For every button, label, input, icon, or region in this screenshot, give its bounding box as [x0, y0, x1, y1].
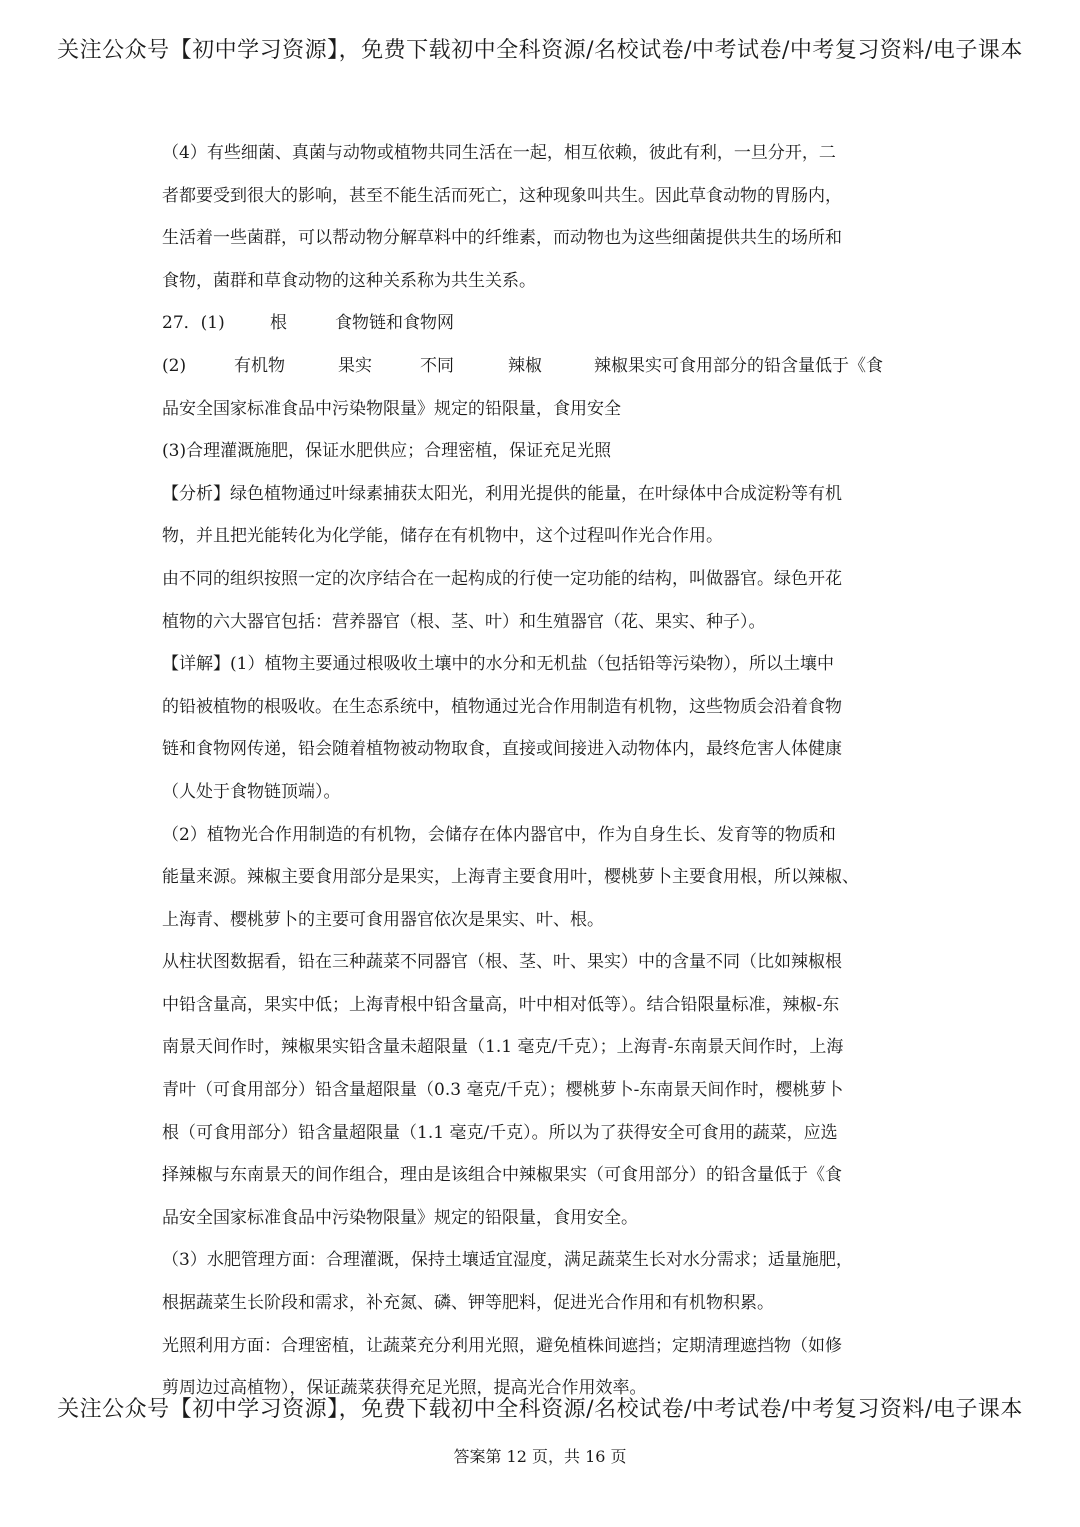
- explanation-heading-line: 【详解】(1）植物主要通过根吸收土壤中的水分和无机盐（包括铅等污染物），所以土壤中: [162, 654, 834, 675]
- answer-blank: 辣椒果实可食用部分的铅含量低于《食: [594, 355, 883, 376]
- answer-blank: 食物链和食物网: [335, 313, 454, 334]
- text-line: 从柱状图数据看，铅在三种蔬菜不同器官（根、茎、叶、果实）中的含量不同（比如辣椒根: [162, 952, 842, 973]
- text-line: 植物的六大器官包括：营养器官（根、茎、叶）和生殖器官（花、果实、种子）。: [162, 611, 766, 632]
- question-27-part-2-answers: [162, 351, 932, 394]
- top-promo-banner: 关注公众号【初中学习资源】，免费下载初中全科资源/名校试卷/中考试卷/中考复习资料/电子课本: [57, 38, 1023, 63]
- answer-blank: 果实: [338, 355, 372, 376]
- question-part-number: (2): [162, 355, 187, 376]
- bottom-promo-banner: 关注公众号【初中学习资源】，免费下载初中全科资源/名校试卷/中考试卷/中考复习资料/电子课本: [57, 1397, 1023, 1422]
- text-line: （2）植物光合作用制造的有机物，会储存在体内器官中，作为自身生长、发育等的物质和: [162, 824, 836, 845]
- text-line: 根据蔬菜生长阶段和需求，补充氮、磷、钾等肥料，促进光合作用和有机物积累。: [162, 1293, 774, 1314]
- text-line: （4）有些细菌、真菌与动物或植物共同生活在一起，相互依赖，彼此有利，一旦分开，二: [162, 143, 836, 163]
- text-line: 光照利用方面：合理密植，让蔬菜充分利用光照，避免植株间遮挡；定期清理遮挡物（如修: [162, 1335, 842, 1356]
- text-line: (3)合理灌溉施肥，保证水肥供应；合理密植，保证充足光照: [162, 441, 612, 462]
- question-number: 27．(1): [162, 313, 225, 334]
- text-line: 上海青、樱桃萝卜的主要可食用器官依次是果实、叶、根。: [162, 909, 604, 930]
- text-line: （人处于食物链顶端）。: [162, 781, 341, 802]
- text-line: 生活着一些菌群，可以帮动物分解草料中的纤维素，而动物也为这些细菌提供共生的场所和: [162, 228, 842, 249]
- answer-content: [162, 138, 932, 1416]
- question-27-part-1-answers: [162, 308, 932, 351]
- text-line: （3）水肥管理方面：合理灌溉，保持土壤适宜湿度，满足蔬菜生长对水分需求；适量施肥，: [162, 1250, 853, 1271]
- text-line: 食物，菌群和草食动物的这种关系称为共生关系。: [162, 270, 536, 291]
- answer-blank: 辣椒: [508, 355, 542, 376]
- text-line: 根（可食用部分）铅含量超限量（1.1 毫克/千克）。所以为了获得安全可食用的蔬菜，应选: [162, 1122, 838, 1143]
- page-number: 答案第 12 页，共 16 页: [453, 1447, 627, 1466]
- text-line: 品安全国家标准食品中污染物限量》规定的铅限量，食用安全。: [162, 1207, 638, 1228]
- text-line: 由不同的组织按照一定的次序结合在一起构成的行使一定功能的结构，叫做器官。绿色开花: [162, 568, 842, 589]
- analysis-heading-line: 【分析】绿色植物通过叶绿素捕获太阳光，利用光提供的能量，在叶绿体中合成淀粉等有机: [162, 483, 842, 504]
- text-line: 物，并且把光能转化为化学能，储存在有机物中，这个过程叫作光合作用。: [162, 526, 723, 547]
- text-line: 南景天间作时，辣椒果实铅含量未超限量（1.1 毫克/千克）；上海青-东南景天间作时，上海: [162, 1037, 844, 1058]
- answer-blank: 有机物: [234, 355, 285, 376]
- text-line: 品安全国家标准食品中污染物限量》规定的铅限量，食用安全: [162, 398, 621, 419]
- text-line: 能量来源。辣椒主要食用部分是果实，上海青主要食用叶，樱桃萝卜主要食用根，所以辣椒、: [162, 867, 859, 888]
- text-line: 青叶（可食用部分）铅含量超限量（0.3 毫克/千克）；樱桃萝卜-东南景天间作时，樱桃萝卜: [162, 1080, 844, 1101]
- text-line: 剪周边过高植物），保证蔬菜获得充足光照，提高光合作用效率。: [162, 1378, 647, 1399]
- answer-blank: 根: [270, 313, 287, 334]
- text-line: 的铅被植物的根吸收。在生态系统中，植物通过光合作用制造有机物，这些物质会沿着食物: [162, 696, 842, 717]
- text-line: 择辣椒与东南景天的间作组合，理由是该组合中辣椒果实（可食用部分）的铅含量低于《食: [162, 1165, 842, 1186]
- answer-blank: 不同: [420, 355, 454, 376]
- text-line: 中铅含量高，果实中低；上海青根中铅含量高，叶中相对低等）。结合铅限量标准，辣椒-东: [162, 994, 840, 1015]
- text-line: 者都要受到很大的影响，甚至不能生活而死亡，这种现象叫共生。因此草食动物的胃肠内，: [162, 185, 842, 206]
- text-line: 链和食物网传递，铅会随着植物被动物取食，直接或间接进入动物体内，最终危害人体健康: [162, 739, 842, 760]
